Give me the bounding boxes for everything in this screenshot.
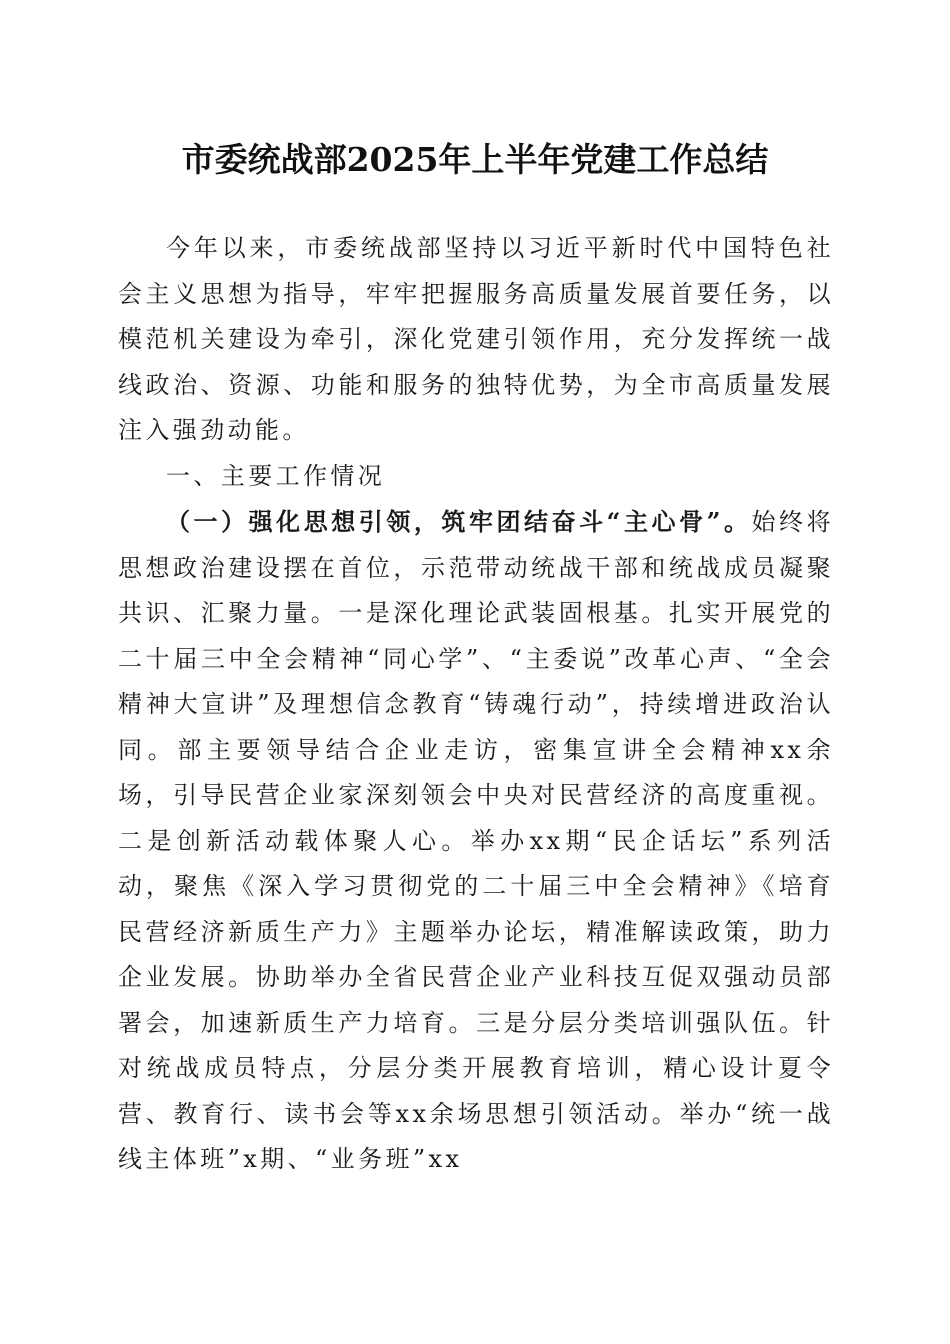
section-heading: 一、主要工作情况 [166,461,386,490]
subsection-heading: （一）强化思想引领，筑牢团结奋斗“主心骨”。 [166,507,752,536]
subsection-paragraph [118,499,834,1183]
document-title: 市委统战部2025年上半年党建工作总结 [181,140,769,179]
document-body [118,226,834,1183]
intro-paragraph: 今年以来，市委统战部坚持以习近平新时代中国特色社会主义思想为指导，牢牢把握服务高质量发展首要任务，以模范机关建设为牵引，深化党建引领作用，充分发挥统一战线政治、资源、功能和服务的独特优势，为全市高质量发展注入强劲动能。 [118,234,834,444]
subsection-body: 始终将思想政治建设摆在首位，示范带动统战干部和统战成员凝聚共识、汇聚力量。一是深化理论武装固根基。扎实开展党的二十届三中全会精神“同心学”、“主委说”改革心声、“全会精神大宣讲”及理想信念教育“铸魂行动”，持续增进政治认同。部主要领导结合企业走访，密集宣讲全会精神xx余场，引导民营企业家深刻领会中央对民营经济的高度重视。二是创新活动载体聚人心。举办xx期“民企话坛”系列活动，聚焦《深入学习贯彻党的二十届三中全会精神》《培育民营经济新质生产力》主题举办论坛，精准解读政策，助力企业发展。协助举办全省民营企业产业科技互促双强动员部署会，加速新质生产力培育。三是分层分类培训强队伍。针对统战成员特点，分层分类开展教育培训，精心设计夏令营、教育行、读书会等xx余场思想引领活动。举办“统一战线主体班”x期、“业务班”xx [118,508,834,1173]
